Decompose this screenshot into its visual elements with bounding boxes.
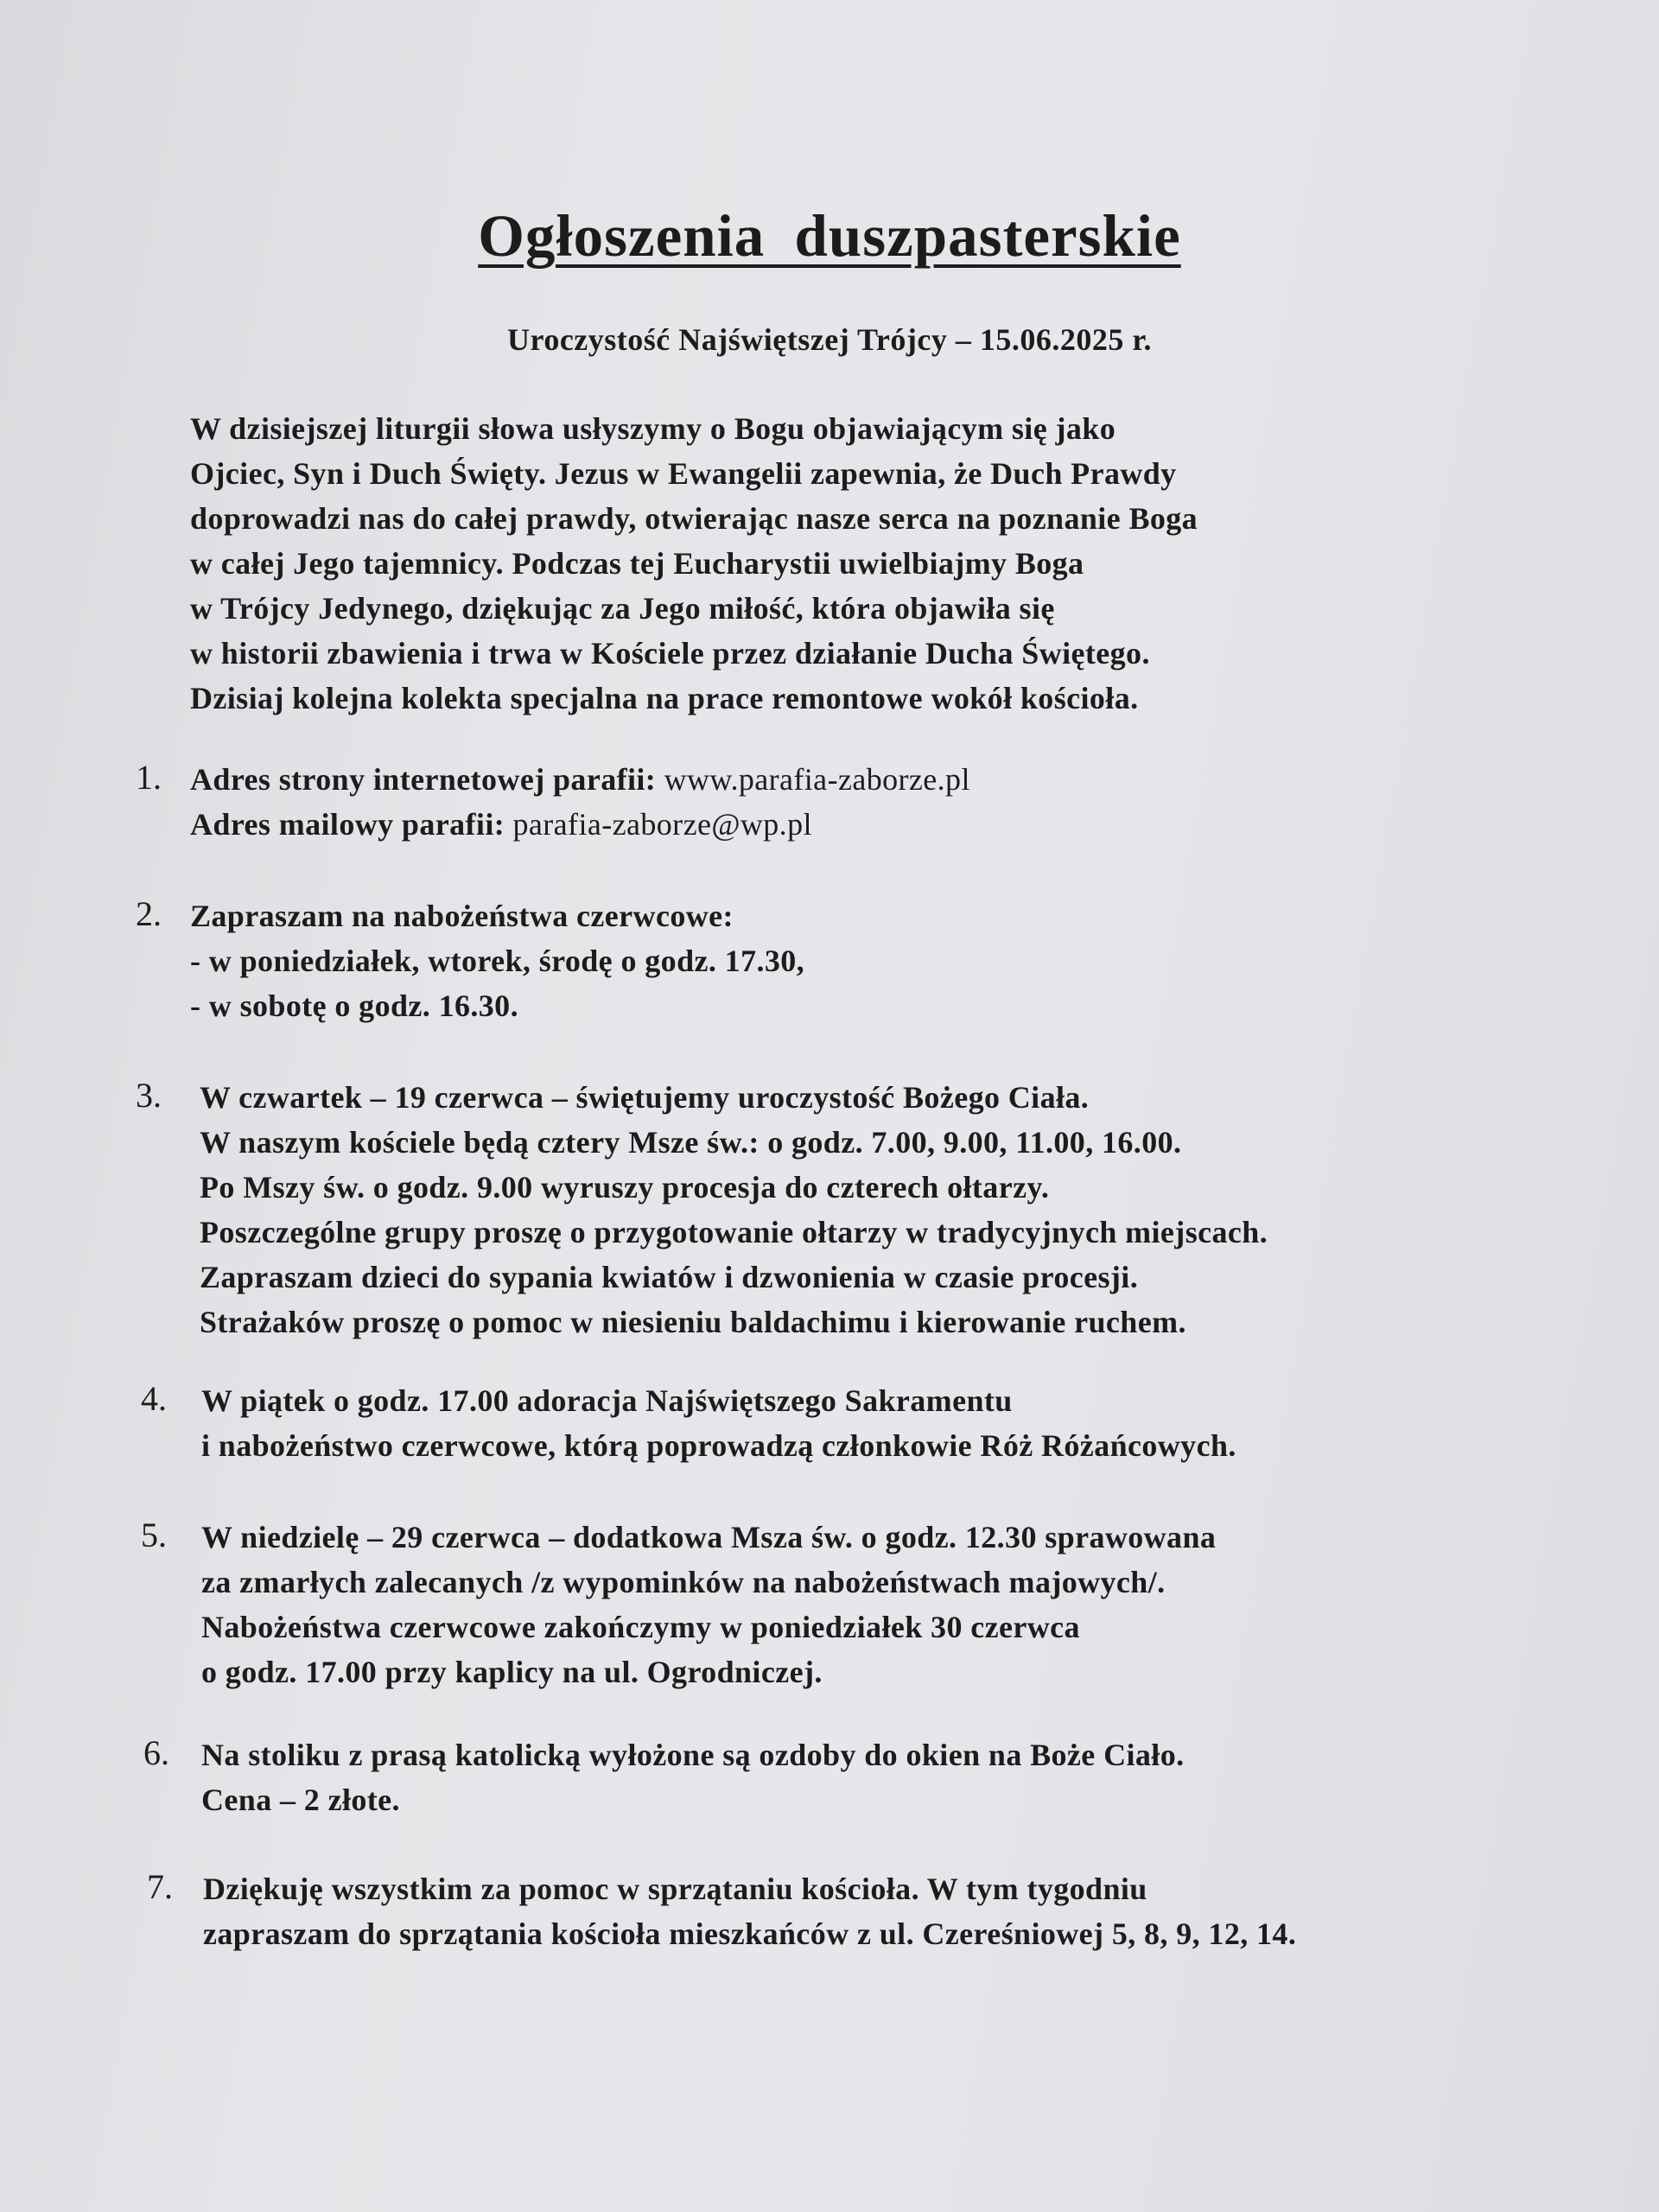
item-line-website bbox=[190, 757, 970, 802]
item-line: Nabożeństwa czerwcowe zakończymy w poniedziałek 30 czerwca bbox=[201, 1610, 1080, 1644]
website-label: Adres strony internetowej parafii: bbox=[190, 762, 664, 797]
item-body bbox=[203, 1866, 1296, 1956]
item-line: Na stoliku z prasą katolicką wyłożone są ozdoby do okien na Boże Ciało. bbox=[201, 1738, 1185, 1772]
page-title-text: Ogłoszenia duszpasterskie bbox=[478, 203, 1181, 269]
item-line: za zmarłych zalecanych /z wypominków na nabożeństwach majowych/. bbox=[201, 1565, 1166, 1599]
item-line: W naszym kościele będą cztery Msze św.: o godz. 7.00, 9.00, 11.00, 16.00. bbox=[200, 1125, 1182, 1160]
item-number: 2. bbox=[136, 894, 162, 933]
page-title bbox=[0, 202, 1659, 270]
intro-line: w Trójcy Jedynego, dziękując za Jego miłość, która objawiła się bbox=[190, 591, 1055, 626]
item-line: Zapraszam dzieci do sypania kwiatów i dzwonienia w czasie procesji. bbox=[200, 1260, 1139, 1294]
item-number: 3. bbox=[136, 1076, 162, 1115]
item-number: 1. bbox=[136, 758, 162, 797]
intro-line: w całej Jego tajemnicy. Podczas tej Eucharystii uwielbiajmy Boga bbox=[190, 546, 1084, 581]
item-line: Zapraszam na nabożeństwa czerwcowe: bbox=[190, 899, 734, 933]
item-line: Po Mszy św. o godz. 9.00 wyruszy procesja do czterech ołtarzy. bbox=[200, 1170, 1050, 1205]
item-body bbox=[201, 1515, 1216, 1694]
item-line: i nabożeństwo czerwcowe, którą poprowadzą członkowie Róż Różańcowych. bbox=[201, 1428, 1236, 1463]
intro-line: doprowadzi nas do całej prawdy, otwierając nasze serca na poznanie Boga bbox=[190, 501, 1198, 536]
intro-line: Dzisiaj kolejna kolekta specjalna na prace remontowe wokół kościoła. bbox=[190, 681, 1139, 715]
item-number: 7. bbox=[147, 1867, 173, 1906]
item-number: 6. bbox=[143, 1733, 169, 1772]
item-line: o godz. 17.00 przy kaplicy na ul. Ogrodniczej. bbox=[201, 1655, 823, 1689]
item-body bbox=[190, 893, 804, 1028]
item-body bbox=[201, 1378, 1236, 1468]
item-body bbox=[201, 1732, 1185, 1822]
item-line: Poszczególne grupy proszę o przygotowanie ołtarzy w tradycyjnych miejscach. bbox=[200, 1215, 1268, 1249]
item-line-email bbox=[190, 802, 970, 847]
item-number: 4. bbox=[141, 1379, 167, 1418]
item-body bbox=[200, 1075, 1268, 1344]
item-line: W czwartek – 19 czerwca – świętujemy uroczystość Bożego Ciała. bbox=[200, 1080, 1090, 1115]
item-line: Strażaków proszę o pomoc w niesieniu baldachimu i kierowanie ruchem. bbox=[200, 1305, 1186, 1339]
item-line: zapraszam do sprzątania kościoła mieszkańców z ul. Czereśniowej 5, 8, 9, 12, 14. bbox=[203, 1916, 1297, 1951]
item-body bbox=[190, 757, 970, 847]
page-subtitle: Uroczystość Najświętszej Trójcy – 15.06.2025 r. bbox=[507, 322, 1152, 357]
intro-line: W dzisiejszej liturgii słowa usłyszymy o Bogu objawiającym się jako bbox=[190, 411, 1116, 446]
item-line: W niedzielę – 29 czerwca – dodatkowa Msza św. o godz. 12.30 sprawowana bbox=[201, 1520, 1217, 1554]
item-line: W piątek o godz. 17.00 adoracja Najświętszego Sakramentu bbox=[201, 1383, 1013, 1418]
intro-line: w historii zbawienia i trwa w Kościele przez działanie Ducha Świętego. bbox=[190, 636, 1150, 671]
item-line: - w poniedziałek, wtorek, środę o godz. 17.30, bbox=[190, 944, 805, 978]
email-address: parafia-zaborze@wp.pl bbox=[512, 807, 812, 842]
website-url: www.parafia-zaborze.pl bbox=[664, 762, 970, 797]
intro-line: Ojciec, Syn i Duch Święty. Jezus w Ewangelii zapewnia, że Duch Prawdy bbox=[190, 456, 1177, 491]
item-number: 5. bbox=[141, 1516, 167, 1554]
item-line: Dziękuję wszystkim za pomoc w sprzątaniu kościoła. W tym tygodniu bbox=[203, 1872, 1147, 1906]
email-label: Adres mailowy parafii: bbox=[190, 807, 513, 842]
item-line: - w sobotę o godz. 16.30. bbox=[190, 988, 518, 1023]
item-line: Cena – 2 złote. bbox=[201, 1783, 400, 1817]
intro-paragraph bbox=[190, 406, 1538, 721]
